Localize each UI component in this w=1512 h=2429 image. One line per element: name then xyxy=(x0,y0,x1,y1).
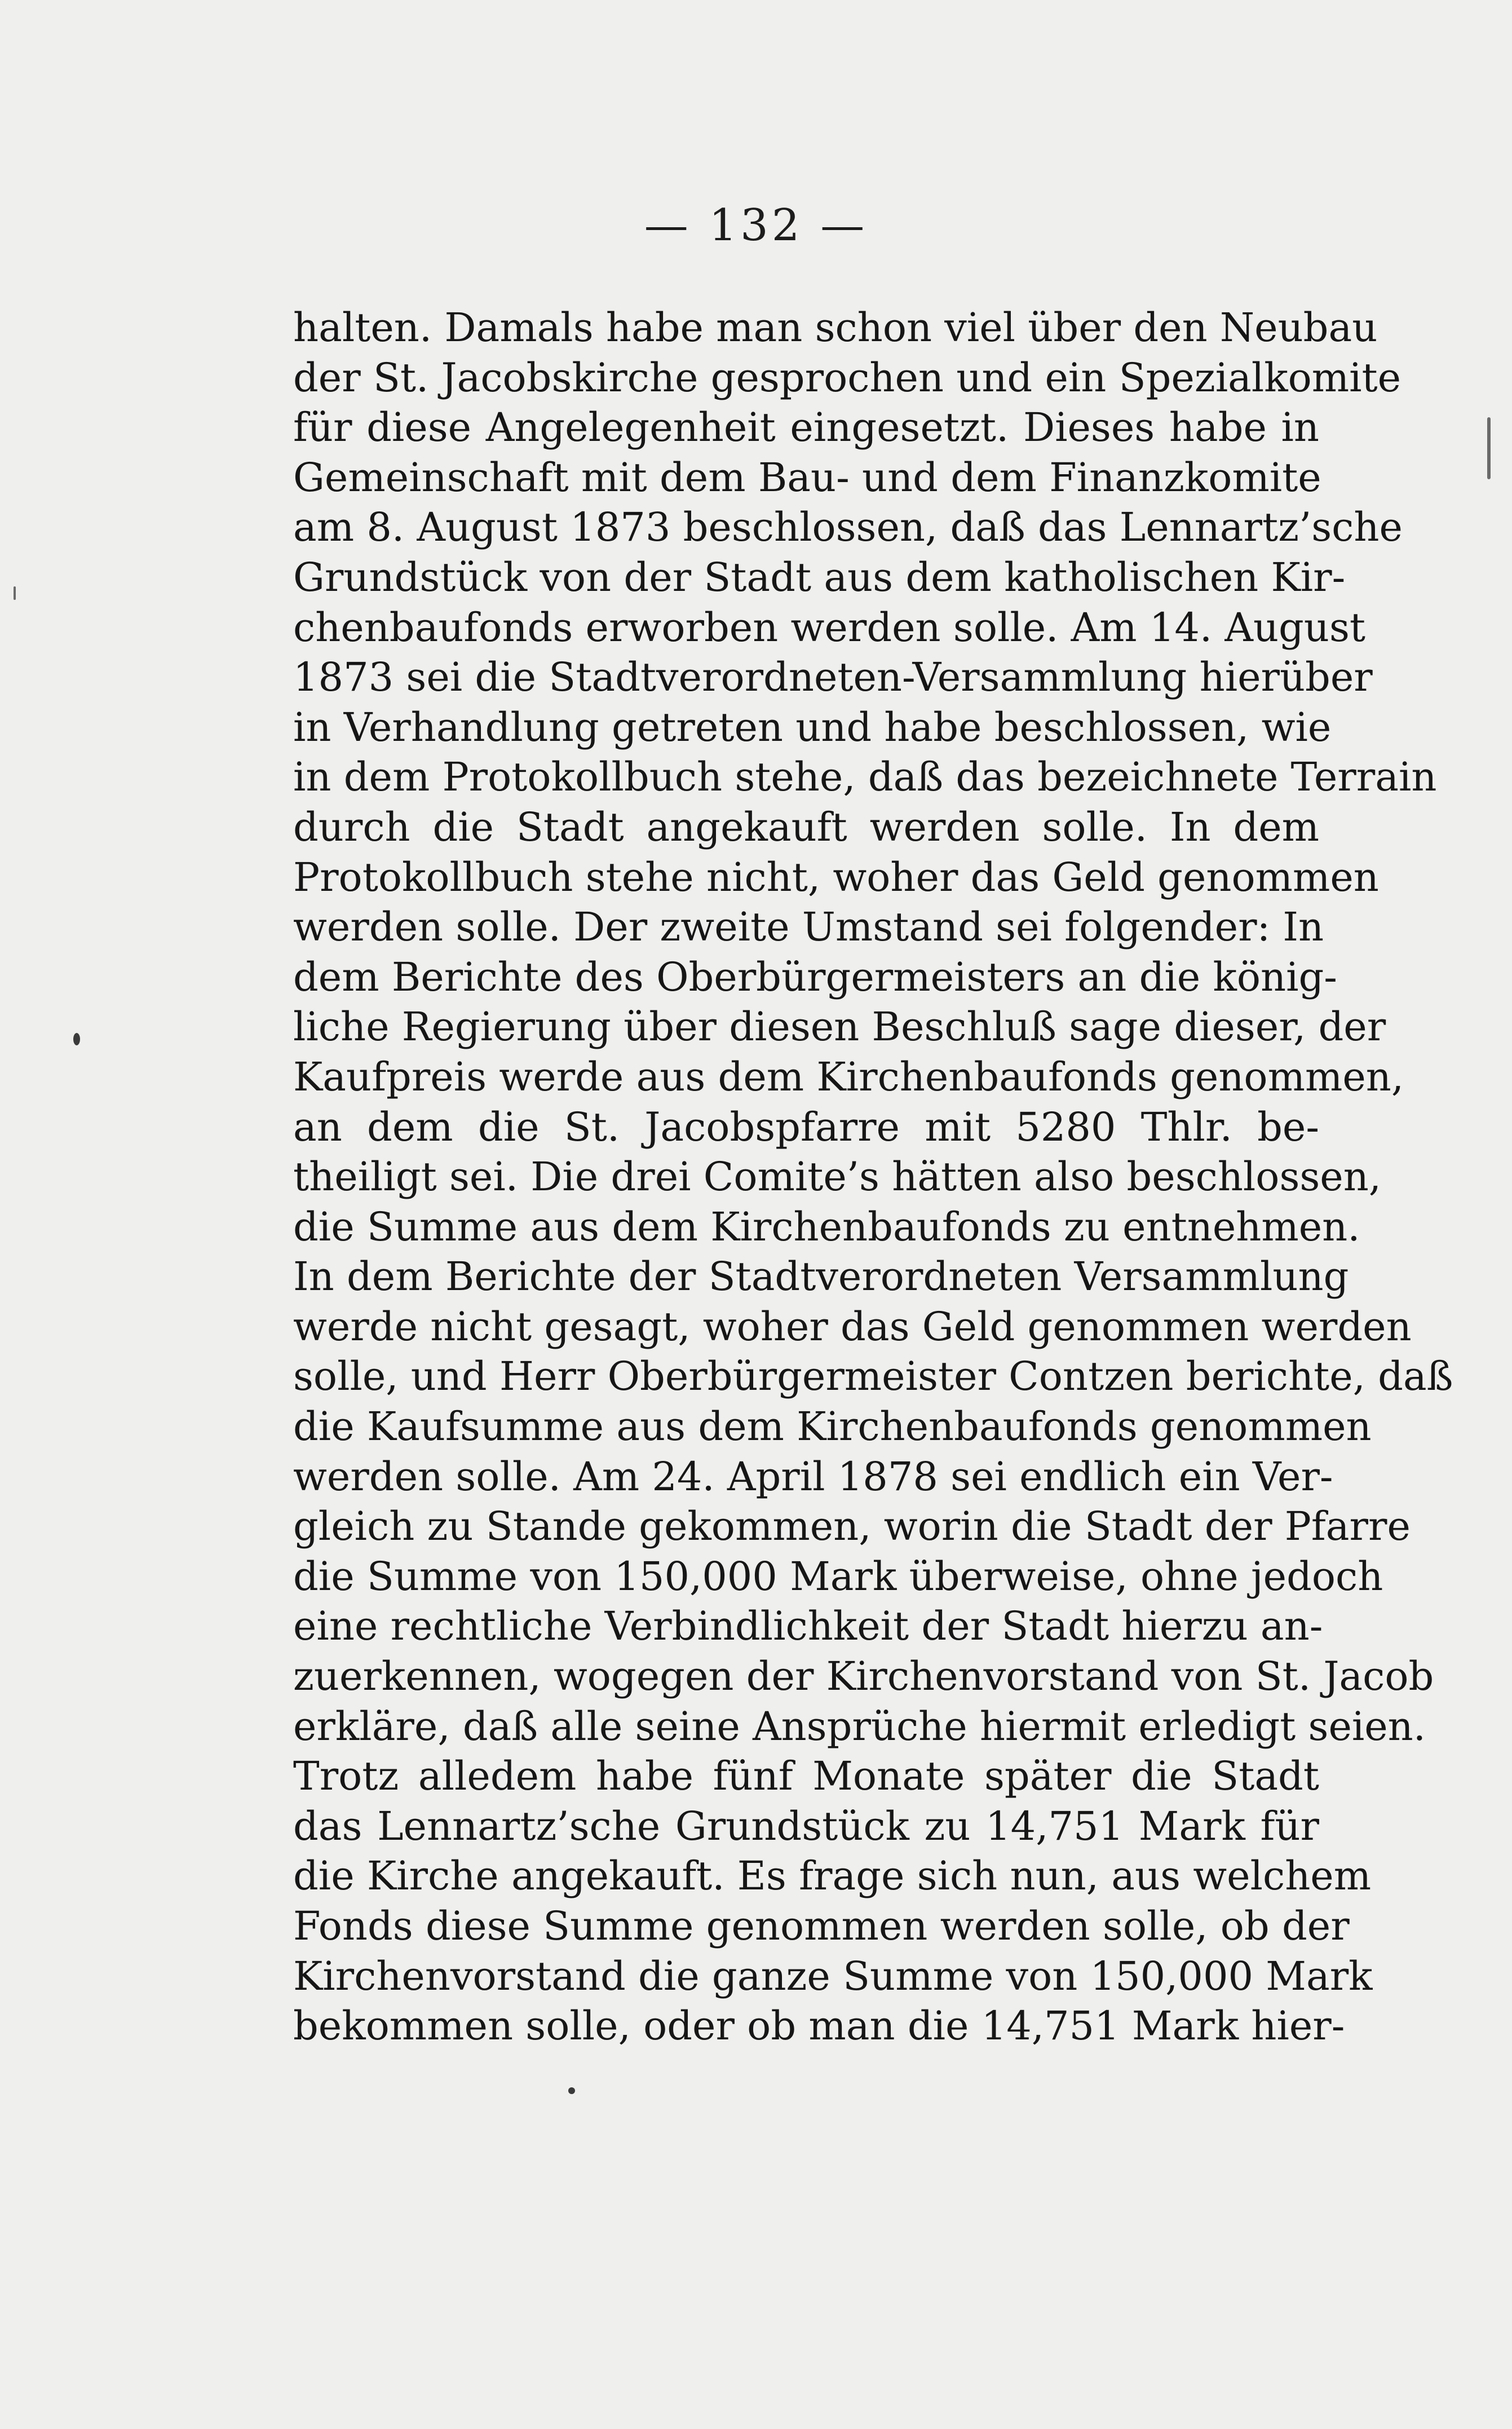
text-line: In dem Berichte der Stadtverordneten Versammlung xyxy=(293,1253,1349,1300)
text-line: zuerkennen, wogegen der Kirchenvorstand von St. Jacob xyxy=(293,1653,1434,1700)
page-number: — 132 — xyxy=(644,200,868,251)
text-line: durch die Stadt angekauft werden solle. In dem xyxy=(293,803,1319,850)
text-line: solle, und Herr Oberbürgermeister Contzen berichte, daß xyxy=(293,1353,1453,1400)
scan-speck xyxy=(73,1033,80,1045)
text-line: Fonds diese Summe genommen werden solle, ob der xyxy=(293,1903,1350,1949)
text-line: bekommen solle, oder ob man die 14,751 Mark hier- xyxy=(293,2003,1345,2050)
text-line: dem Berichte des Oberbürgermeisters an die könig- xyxy=(293,953,1337,1000)
scan-edge-mark xyxy=(14,586,16,600)
text-line: erkläre, daß alle seine Ansprüche hiermit erledigt seien. xyxy=(293,1703,1426,1750)
text-line: Grundstück von der Stadt aus dem katholischen Kir- xyxy=(293,554,1346,600)
text-line: das Lennartz’sche Grundstück zu 14,751 Mark für xyxy=(293,1803,1319,1849)
text-line: Protokollbuch stehe nicht, woher das Geld genommen xyxy=(293,854,1379,900)
text-line: die Summe aus dem Kirchenbaufonds zu entnehmen. xyxy=(293,1203,1360,1250)
text-line: für diese Angelegenheit eingesetzt. Dieses habe in xyxy=(293,404,1319,451)
text-line: halten. Damals habe man schon viel über den Neubau xyxy=(293,304,1378,351)
text-line: die Summe von 150,000 Mark überweise, ohne jedoch xyxy=(293,1553,1383,1600)
text-line: an dem die St. Jacobspfarre mit 5280 Thlr. be- xyxy=(293,1103,1319,1150)
text-line: Gemeinschaft mit dem Bau- und dem Finanzkomite xyxy=(293,454,1321,501)
text-line: der St. Jacobskirche gesprochen und ein Spezialkomite xyxy=(293,354,1402,401)
text-line: Trotz alledem habe fünf Monate später die Stadt xyxy=(293,1753,1319,1800)
text-line: in Verhandlung getreten und habe beschlossen, wie xyxy=(293,704,1332,750)
text-line: theiligt sei. Die drei Comite’s hätten also beschlossen, xyxy=(293,1154,1382,1200)
text-line: chenbaufonds erworben werden solle. Am 14. August xyxy=(293,604,1365,651)
text-line: die Kaufsumme aus dem Kirchenbaufonds genommen xyxy=(293,1403,1372,1450)
text-line: Kirchenvorstand die ganze Summe von 150,000 Mark xyxy=(293,1953,1373,1999)
text-line: werden solle. Der zweite Umstand sei folgender: In xyxy=(293,904,1324,951)
text-line: Kaufpreis werde aus dem Kirchenbaufonds genommen, xyxy=(293,1053,1404,1100)
text-line: am 8. August 1873 beschlossen, daß das Lennartz’sche xyxy=(293,504,1403,551)
text-line: gleich zu Stande gekommen, worin die Stadt der Pfarre xyxy=(293,1503,1411,1550)
text-line: liche Regierung über diesen Beschluß sage dieser, der xyxy=(293,1004,1386,1050)
text-line: in dem Protokollbuch stehe, daß das bezeichnete Terrain xyxy=(293,754,1437,801)
body-text xyxy=(293,303,1453,2051)
text-line: eine rechtliche Verbindlichkeit der Stadt hierzu an- xyxy=(293,1603,1323,1650)
text-line: werde nicht gesagt, woher das Geld genommen werden xyxy=(293,1303,1412,1350)
text-line: die Kirche angekauft. Es frage sich nun, aus welchem xyxy=(293,1853,1372,1900)
scan-edge-mark xyxy=(1487,417,1491,479)
text-line: werden solle. Am 24. April 1878 sei endlich ein Ver- xyxy=(293,1453,1333,1500)
text-line: 1873 sei die Stadtverordneten-Versammlung hierüber xyxy=(293,654,1373,701)
scan-speck xyxy=(568,2087,575,2094)
